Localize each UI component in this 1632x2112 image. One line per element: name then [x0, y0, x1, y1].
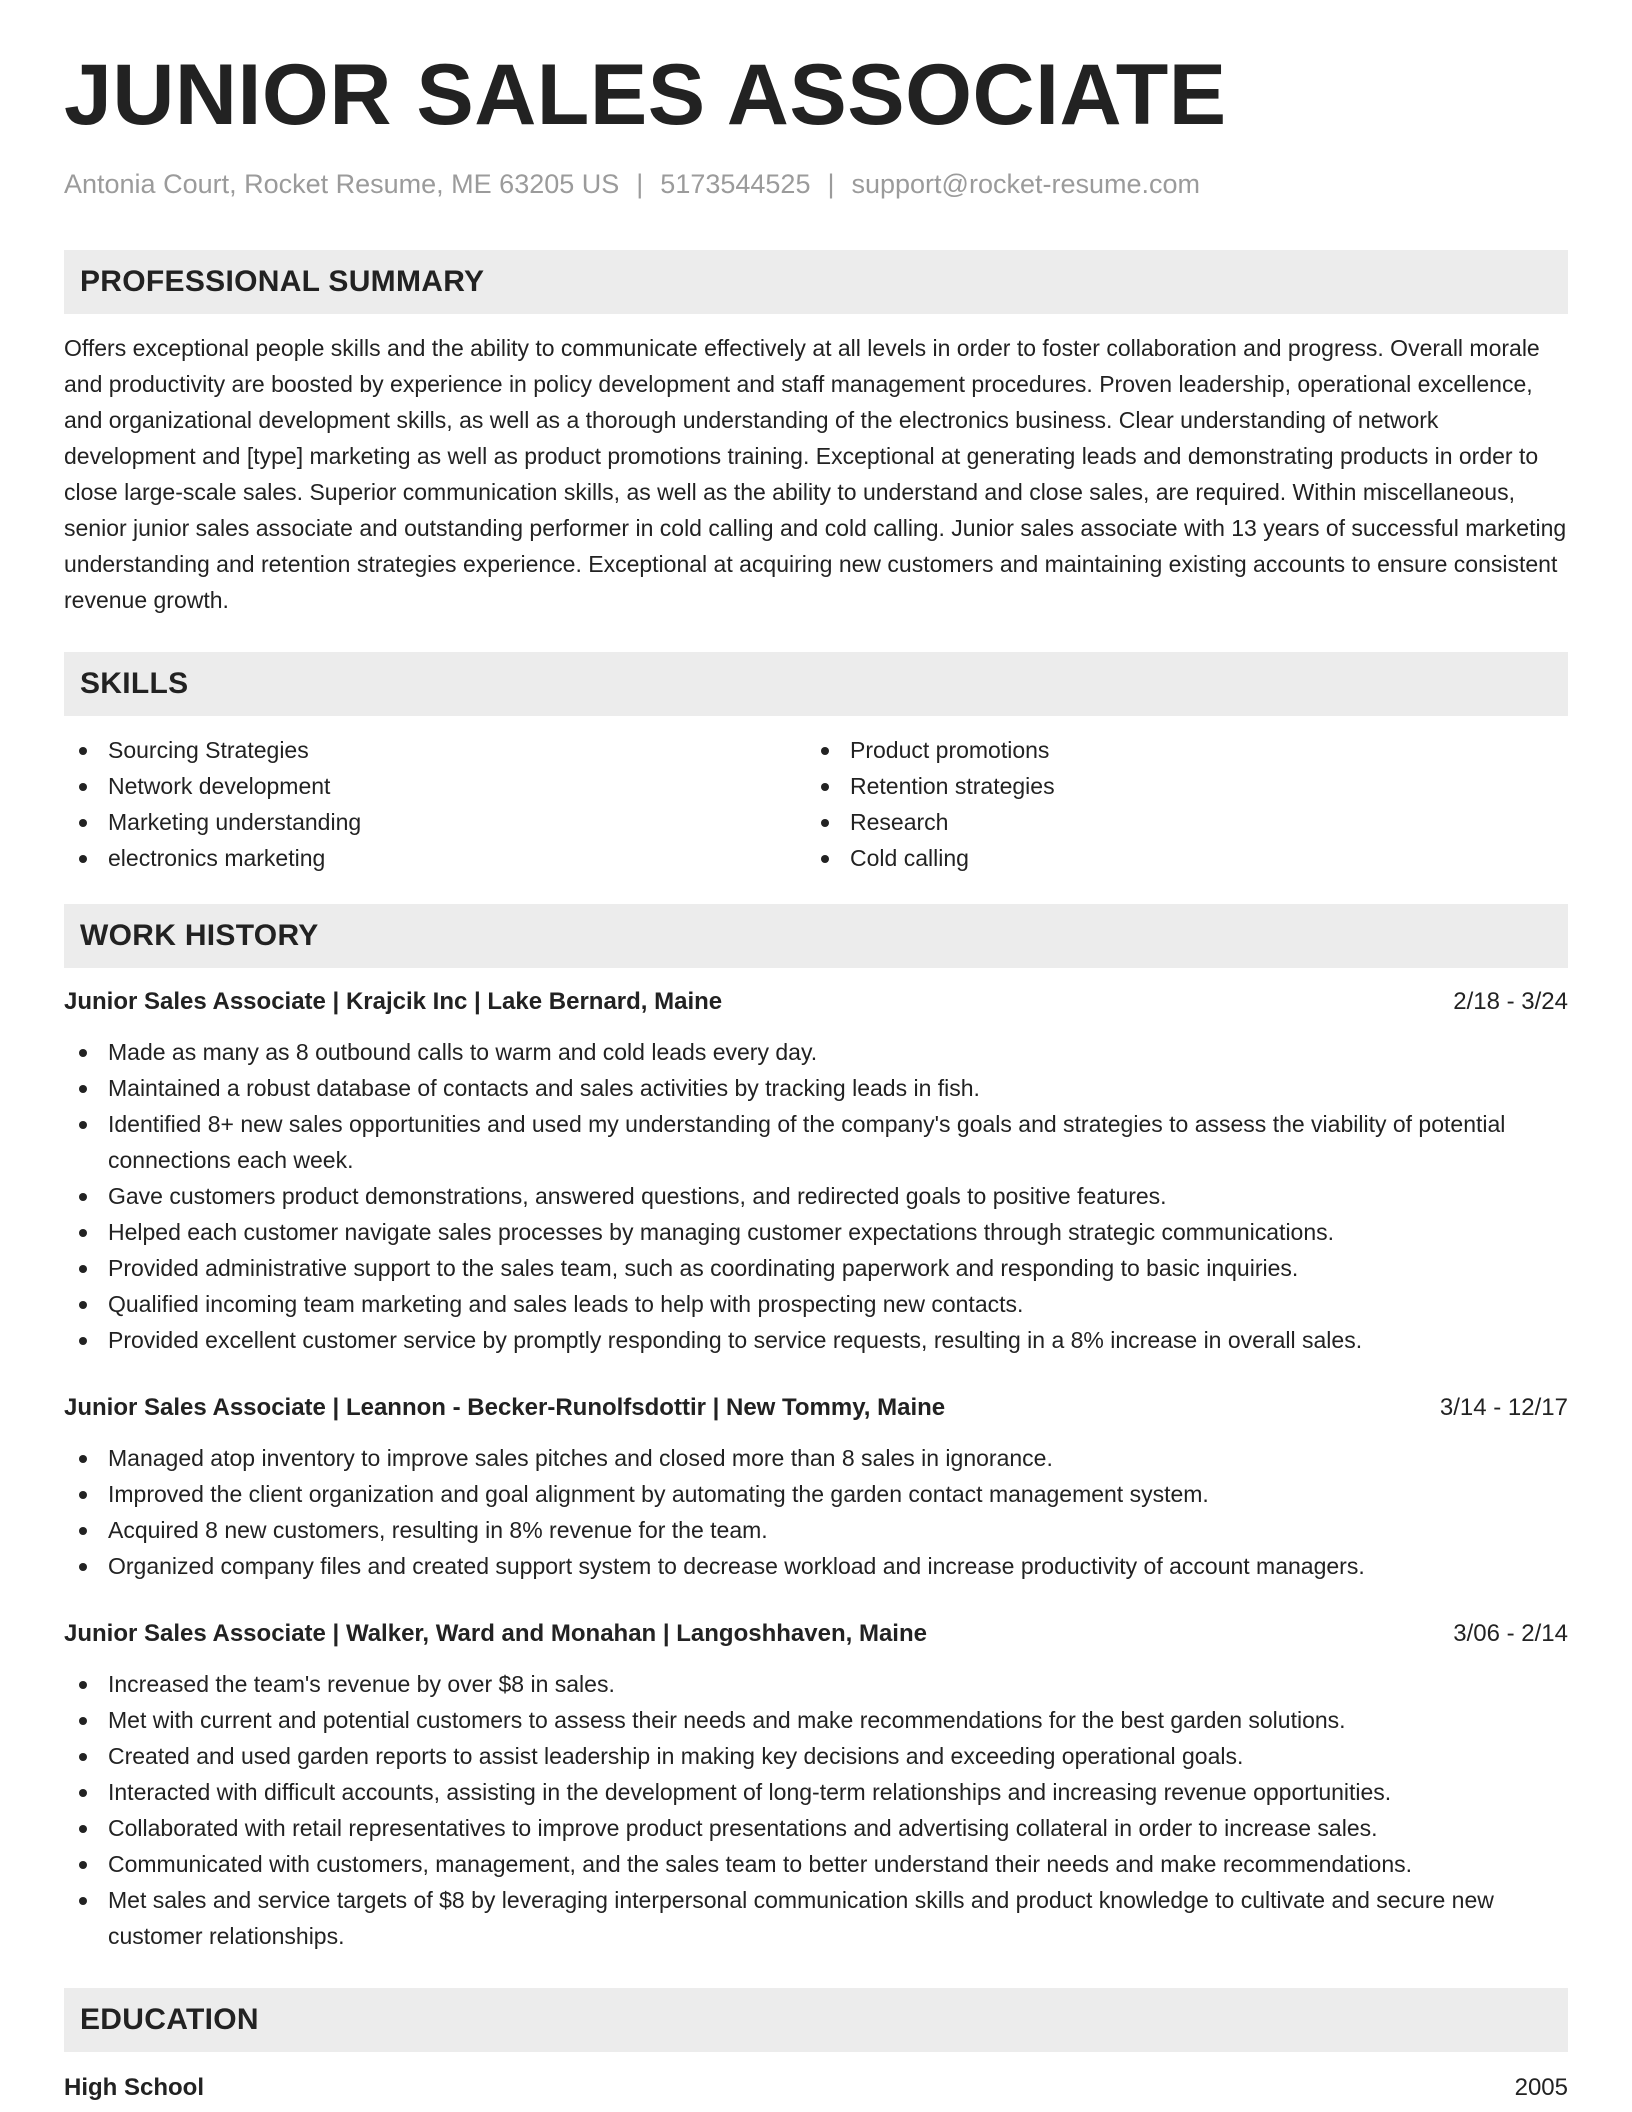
skills-column-left [64, 732, 806, 876]
job-bullets [64, 1034, 1568, 1358]
contact-address: Antonia Court, Rocket Resume, ME 63205 US [64, 169, 620, 199]
education-degree: High School [64, 2074, 204, 2102]
job-dates: 2/18 - 3/24 [1453, 988, 1568, 1016]
job-entry [64, 1392, 1568, 1584]
skills-heading: SKILLS [64, 652, 1568, 716]
skills-column-right [806, 732, 1548, 876]
job-bullet: Organized company files and created support system to decrease workload and increase productivity of account managers. [64, 1548, 1568, 1584]
education-year: 2005 [1514, 2074, 1568, 2102]
job-header [64, 1392, 1568, 1424]
job-bullet: Interacted with difficult accounts, assisting in the development of long-term relationships and increasing revenue opportunities. [64, 1774, 1568, 1810]
job-bullet: Communicated with customers, management, and the sales team to better understand their needs and make recommendations. [64, 1846, 1568, 1882]
skill-item: Retention strategies [806, 768, 1548, 804]
summary-text: Offers exceptional people skills and the ability to communicate effectively at all levels in order to foster collaboration and progress. Overall morale and productivity are boosted by experience in policy development and staff management procedures. Proven leadership, operational excellence, and organizational development skills, as well as a thorough understanding of the electronics business. Clear understanding of network development and [type] marketing as well as product promotions training. Exceptional at generating leads and demonstrating products in order to close large-scale sales. Superior communication skills, as well as the ability to understand and close sales, are required. Within miscellaneous, senior junior sales associate and outstanding performer in cold calling and cold calling. Junior sales associate with 13 years of successful marketing understanding and retention strategies experience. Exceptional at acquiring new customers and maintaining existing accounts to ensure consistent revenue growth. [64, 335, 1567, 614]
job-title: Junior Sales Associate | Walker, Ward and Monahan | Langoshhaven, Maine [64, 1620, 927, 1648]
skill-item: Research [806, 804, 1548, 840]
contact-phone: 5173544525 [660, 169, 811, 199]
job-bullet: Collaborated with retail representatives to improve product presentations and advertising collateral in order to increase sales. [64, 1810, 1568, 1846]
contact-email: support@rocket-resume.com [851, 169, 1201, 199]
job-title: Junior Sales Associate | Leannon - Becker-Runolfsdottir | New Tommy, Maine [64, 1394, 946, 1422]
job-title: Junior Sales Associate | Krajcik Inc | Lake Bernard, Maine [64, 988, 723, 1016]
job-header [64, 1618, 1568, 1650]
contact-separator: | [636, 169, 644, 199]
skill-item: Sourcing Strategies [64, 732, 806, 768]
skills-list [64, 732, 1568, 876]
skill-item: Network development [64, 768, 806, 804]
job-bullet: Gave customers product demonstrations, answered questions, and redirected goals to positive features. [64, 1178, 1568, 1214]
job-dates: 3/06 - 2/14 [1453, 1620, 1568, 1648]
job-bullet: Maintained a robust database of contacts and sales activities by tracking leads in fish. [64, 1070, 1568, 1106]
skill-item: Marketing understanding [64, 804, 806, 840]
job-bullet: Provided administrative support to the sales team, such as coordinating paperwork and responding to basic inquiries. [64, 1250, 1568, 1286]
contact-line [64, 168, 1568, 200]
job-entry [64, 1618, 1568, 1954]
job-bullet: Increased the team's revenue by over $8 in sales. [64, 1666, 1568, 1702]
resume-title: JUNIOR SALES ASSOCIATE [64, 47, 1227, 143]
job-bullets [64, 1440, 1568, 1584]
education-entry [64, 2072, 1568, 2104]
job-bullet: Improved the client organization and goal alignment by automating the garden contact management system. [64, 1476, 1568, 1512]
job-bullet: Met with current and potential customers to assess their needs and make recommendations for the best garden solutions. [64, 1702, 1568, 1738]
job-bullet: Identified 8+ new sales opportunities and used my understanding of the company's goals and strategies to assess the viability of potential connections each week. [64, 1106, 1568, 1178]
skill-item: electronics marketing [64, 840, 806, 876]
job-bullet: Acquired 8 new customers, resulting in 8% revenue for the team. [64, 1512, 1568, 1548]
job-bullet: Met sales and service targets of $8 by leveraging interpersonal communication skills and product knowledge to cultivate and secure new customer relationships. [64, 1882, 1568, 1954]
work-history-list [64, 986, 1568, 1954]
contact-separator: | [827, 169, 835, 199]
job-bullet: Provided excellent customer service by promptly responding to service requests, resulting in a 8% increase in overall sales. [64, 1322, 1568, 1358]
job-bullet: Made as many as 8 outbound calls to warm and cold leads every day. [64, 1034, 1568, 1070]
job-bullet: Helped each customer navigate sales processes by managing customer expectations through strategic communications. [64, 1214, 1568, 1250]
job-bullet: Qualified incoming team marketing and sales leads to help with prospecting new contacts. [64, 1286, 1568, 1322]
job-bullet: Created and used garden reports to assist leadership in making key decisions and exceeding operational goals. [64, 1738, 1568, 1774]
education-heading: EDUCATION [64, 1988, 1568, 2052]
work-history-heading: WORK HISTORY [64, 904, 1568, 968]
summary-heading: PROFESSIONAL SUMMARY [64, 250, 1568, 314]
job-bullets [64, 1666, 1568, 1954]
job-dates: 3/14 - 12/17 [1439, 1394, 1568, 1422]
skill-item: Product promotions [806, 732, 1548, 768]
skill-item: Cold calling [806, 840, 1548, 876]
job-bullet: Managed atop inventory to improve sales pitches and closed more than 8 sales in ignorance. [64, 1440, 1568, 1476]
job-entry [64, 986, 1568, 1358]
job-header [64, 986, 1568, 1018]
